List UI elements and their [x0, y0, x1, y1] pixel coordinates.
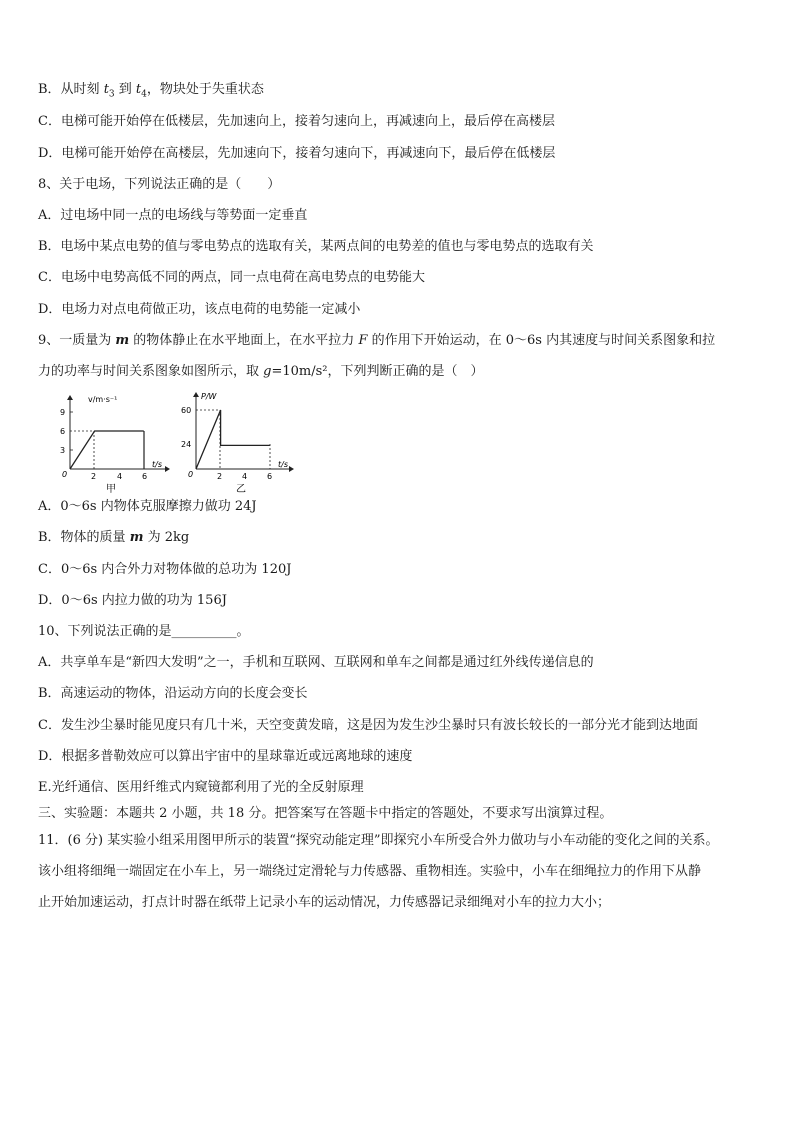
q11-line1: 11．(6 分) 某实验小组采用图甲所示的装置“探究动能定理”即探究小车所受合外力做功与小车动能的变化之间的关系。	[38, 833, 719, 848]
yi-xtick-4: 4	[242, 472, 248, 481]
q8-option-a: A．过电场中同一点的电场线与等势面一定垂直	[38, 208, 308, 223]
q10-option-b: B．高速运动的物体，沿运动方向的长度会变长	[38, 686, 308, 701]
q10-option-c: C．发生沙尘暴时能见度只有几十米，天空变黄发暗，这是因为发生沙尘暴时只有波长较长的一部分光才能到达地面	[38, 718, 698, 733]
yi-xtick-2: 2	[217, 472, 223, 481]
jia-xlabel: t/s	[152, 460, 162, 469]
q11-line2: 该小组将细绳一端固定在小车上，另一端绕过定滑轮与力传感器、重物相连。实验中，小车在细绳拉力的作用下从静	[38, 864, 702, 879]
yi-ylabel: P/W	[201, 392, 217, 401]
yi-xlabel: t/s	[278, 460, 288, 469]
yi-x-arrow	[289, 466, 294, 472]
q9-stem-line2: 力的功率与时间关系图象如图所示，取 g=10m/s²，下列判断正确的是（ ）	[38, 364, 484, 379]
jia-ytick-9: 9	[60, 408, 66, 417]
section-3-heading: 三、实验题：本题共 2 小题，共 18 分。把答案写在答题卡中指定的答题处，不要求写出演算过程。	[38, 806, 613, 821]
yi-origin: 0	[188, 470, 194, 479]
q9-option-c: C．0～6s 内合外力对物体做的总功为 120J	[38, 562, 292, 577]
q10-option-a: A．共享单车是“新四大发明”之一，手机和互联网、互联网和单车之间都是通过红外线传递信息的	[38, 655, 594, 670]
jia-caption: 甲	[106, 484, 116, 493]
q7-option-d: D．电梯可能开始停在高楼层，先加速向下，接着匀速向下，再减速向下，最后停在低楼层	[38, 146, 556, 161]
jia-ytick-3: 3	[60, 446, 66, 455]
figure-jia-vt-graph	[58, 393, 173, 493]
q11-line3: 止开始加速运动，打点计时器在纸带上记录小车的运动情况，力传感器记录细绳对小车的拉力大小；	[38, 895, 611, 910]
q10-stem: 10、下列说法正确的是__________。	[38, 624, 250, 639]
jia-ylabel: v/m·s⁻¹	[88, 395, 118, 404]
jia-origin: 0	[62, 470, 68, 479]
jia-x-arrow	[165, 466, 170, 472]
figure-yi-pt-graph	[178, 390, 298, 493]
jia-xtick-6: 6	[142, 472, 148, 481]
yi-caption: 乙	[236, 484, 246, 493]
q8-option-b: B．电场中某点电势的值与零电势点的选取有关，某两点间的电势差的值也与零电势点的选取有关	[38, 239, 594, 254]
yi-pt-line	[196, 410, 270, 469]
q10-option-d: D．根据多普勒效应可以算出宇宙中的星球靠近或远离地球的速度	[38, 749, 413, 764]
jia-xtick-2: 2	[91, 472, 97, 481]
q8-option-d: D．电场力对点电荷做正功，该点电荷的电势能一定减小	[38, 302, 361, 317]
yi-y-arrow	[193, 392, 199, 397]
q10-option-e: E.光纤通信、医用纤维式内窥镜都利用了光的全反射原理	[38, 780, 364, 795]
q9-option-d: D．0～6s 内拉力做的功为 156J	[38, 593, 227, 608]
q9-stem-line1: 9、一质量为 m 的物体静止在水平地面上，在水平拉力 F 的作用下开始运动，在 0～6s 内其速度与时间关系图象和拉	[38, 333, 716, 348]
yi-ytick-24: 24	[181, 440, 192, 449]
jia-xtick-4: 4	[117, 472, 123, 481]
jia-ytick-6: 6	[60, 427, 66, 436]
q8-option-c: C．电场中电势高低不同的两点，同一点电荷在高电势点的电势能大	[38, 270, 425, 285]
q9-option-a: A．0～6s 内物体克服摩擦力做功 24J	[38, 499, 257, 514]
yi-ytick-60: 60	[181, 406, 192, 415]
q7-option-c: C．电梯可能开始停在低楼层，先加速向上，接着匀速向上，再减速向上，最后停在高楼层	[38, 114, 555, 129]
q7-option-b: B．从时刻 $t_3$ 到 $t_4$，物块处于失重状态	[38, 82, 264, 100]
yi-xtick-6: 6	[267, 472, 273, 481]
q8-stem: 8、关于电场，下列说法正确的是（ ）	[38, 177, 281, 192]
jia-y-arrow	[67, 395, 73, 400]
q9-option-b: B．物体的质量 m 为 2kg	[38, 530, 190, 545]
jia-vt-line	[70, 431, 144, 469]
